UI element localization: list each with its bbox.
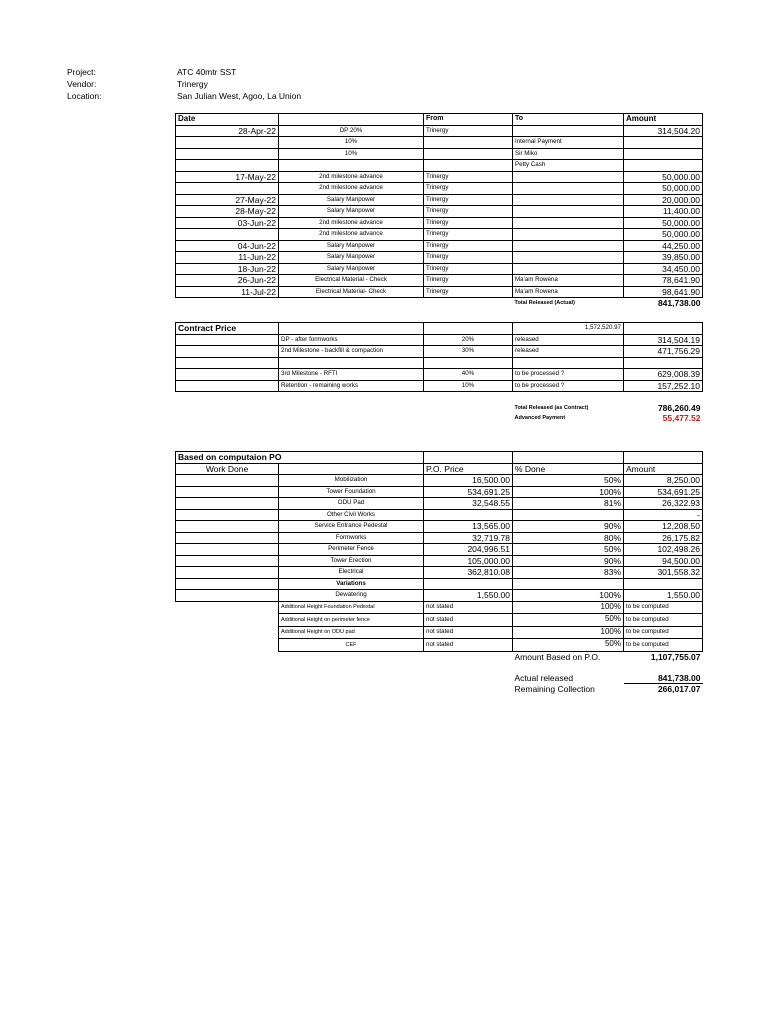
po-row xyxy=(176,590,703,602)
po-percent-done: 90% xyxy=(513,555,624,567)
work-done-header: Work Done xyxy=(176,463,279,475)
po-variation-row xyxy=(176,626,703,639)
date-header: Date xyxy=(176,114,279,126)
contract-row xyxy=(176,334,703,346)
po-percent-done: 50% xyxy=(513,544,624,556)
payment-description xyxy=(279,160,424,172)
actual-released-row xyxy=(176,673,703,684)
blank-cell xyxy=(624,392,703,403)
payment-date: 03-Jun-22 xyxy=(176,217,279,229)
contract-title: Contract Price xyxy=(176,323,279,335)
po-percent-done: 80% xyxy=(513,532,624,544)
po-amount: 12,208.50 xyxy=(624,521,703,533)
payment-to: Ma'am Rowena xyxy=(513,286,624,298)
blank-cell xyxy=(176,651,279,662)
blank-cell xyxy=(176,475,279,487)
po-amount-total-row xyxy=(176,651,703,662)
total-released-actual-value: 841,738.00 xyxy=(657,298,701,308)
payment-description: DP 20% xyxy=(279,125,424,137)
payment-date xyxy=(176,229,279,241)
po-price: 204,996.51 xyxy=(424,544,513,556)
blank-cell xyxy=(176,662,279,673)
blank-cell xyxy=(176,567,279,579)
payment-to: Ma'am Rowena xyxy=(513,275,624,287)
po-amount: 26,322.93 xyxy=(624,498,703,510)
payment-description: Salary Manpower xyxy=(279,240,424,252)
remaining-collection-label: Remaining Collection xyxy=(514,683,595,694)
blank-cell xyxy=(176,590,279,602)
po-variation-price: not stated xyxy=(424,601,513,614)
po-price: 105,000.00 xyxy=(424,555,513,567)
po-work-item: Tower Erection xyxy=(279,555,424,567)
po-work-item: Electrical xyxy=(279,567,424,579)
payment-date: 11-Jul-22 xyxy=(176,286,279,298)
po-title: Based on computaion PO xyxy=(176,452,424,464)
payment-row xyxy=(176,137,703,149)
payment-amount xyxy=(624,160,703,172)
po-cell xyxy=(624,452,703,464)
contract-header-row xyxy=(176,323,703,335)
blank-cell xyxy=(424,662,513,673)
payment-from: Trinergy xyxy=(424,263,513,275)
payment-amount: 50,000.00 xyxy=(624,217,703,229)
payment-description: 2nd milestone advance xyxy=(279,217,424,229)
payment-date: 11-Jun-22 xyxy=(176,252,279,264)
payment-from: Trinergy xyxy=(424,217,513,229)
po-work-item: Service Entrance Pedestal xyxy=(279,521,424,533)
payment-amount: 98,641.90 xyxy=(624,286,703,298)
contract-value: 1,572,520.97 xyxy=(513,323,624,335)
contract-status: to be processed ? xyxy=(513,380,624,392)
payment-row xyxy=(176,263,703,275)
payment-row xyxy=(176,194,703,206)
payment-description: Salary Manpower xyxy=(279,252,424,264)
po-variation-amount: to be computed xyxy=(624,601,703,614)
blank-cell xyxy=(424,357,513,369)
payment-row xyxy=(176,183,703,195)
payment-description: Salary Manpower xyxy=(279,263,424,275)
po-title-row xyxy=(176,452,703,464)
payment-row xyxy=(176,229,703,241)
payment-to xyxy=(513,206,624,218)
vendor-row xyxy=(67,78,301,90)
payment-from: Trinergy xyxy=(424,286,513,298)
contract-amount: 314,504.19 xyxy=(624,334,703,346)
contract-cell xyxy=(624,323,703,335)
payment-date: 04-Jun-22 xyxy=(176,240,279,252)
po-percent-done: 90% xyxy=(513,521,624,533)
po-row xyxy=(176,555,703,567)
po-percent-done: 81% xyxy=(513,498,624,510)
po-percent-done xyxy=(513,509,624,521)
payment-to: Sir Miko xyxy=(513,148,624,160)
blank-cell xyxy=(279,392,424,403)
blank-cell xyxy=(176,521,279,533)
po-work-item: ODU Pad xyxy=(279,498,424,510)
contract-status: to be processed ? xyxy=(513,369,624,381)
po-row xyxy=(176,475,703,487)
blank-cell xyxy=(176,369,279,381)
payment-description: 2nd milestone advance xyxy=(279,171,424,183)
contract-row xyxy=(176,346,703,358)
blank-cell xyxy=(176,626,279,639)
payment-amount xyxy=(624,137,703,149)
payment-to xyxy=(513,125,624,137)
po-variation-item: Additional Height Foundation Pedestal xyxy=(279,601,424,614)
blank-cell xyxy=(279,298,424,309)
po-gap-row xyxy=(176,662,703,673)
project-value: ATC 40mtr SST xyxy=(177,67,237,77)
po-cell xyxy=(513,452,624,464)
payment-row xyxy=(176,206,703,218)
blank-cell xyxy=(176,673,279,684)
po-amount: 1,550.00 xyxy=(624,590,703,602)
payment-amount: 50,000.00 xyxy=(624,183,703,195)
payment-date: 26-Jun-22 xyxy=(176,275,279,287)
payment-from: Trinergy xyxy=(424,252,513,264)
blank-cell xyxy=(176,555,279,567)
blank-cell xyxy=(176,544,279,556)
actual-released-value: 841,738.00 xyxy=(624,673,703,684)
contract-gap-row xyxy=(176,392,703,403)
contract-status: released xyxy=(513,346,624,358)
po-percent-done xyxy=(513,578,624,590)
payment-amount: 44,250.00 xyxy=(624,240,703,252)
po-variation-pct-cell xyxy=(513,626,624,639)
total-released-actual-label: Total Released (Actual) xyxy=(514,300,575,306)
payment-row xyxy=(176,148,703,160)
payment-to xyxy=(513,263,624,275)
blank-cell xyxy=(176,298,279,309)
po-variation-row xyxy=(176,614,703,627)
payment-to xyxy=(513,229,624,241)
payment-date: 17-May-22 xyxy=(176,171,279,183)
total-released-contract-label: Total Released (as Contract) xyxy=(514,404,589,411)
project-header xyxy=(67,66,301,102)
po-work-item: Formworks xyxy=(279,532,424,544)
blank-cell xyxy=(424,413,513,424)
payment-amount: 50,000.00 xyxy=(624,229,703,241)
payment-date: 18-Jun-22 xyxy=(176,263,279,275)
po-variation-amount: to be computed xyxy=(624,639,703,652)
project-row xyxy=(67,66,301,78)
amount-header: Amount xyxy=(624,114,703,126)
payment-row xyxy=(176,252,703,264)
blank-cell xyxy=(176,498,279,510)
payment-description: Salary Manpower xyxy=(279,194,424,206)
po-amount: 534,691.25 xyxy=(624,486,703,498)
blank-cell xyxy=(424,684,513,695)
blank-cell xyxy=(624,357,703,369)
payment-description: 2nd milestone advance xyxy=(279,229,424,241)
payment-amount: 39,850.00 xyxy=(624,252,703,264)
po-percent-done: 83% xyxy=(513,567,624,579)
to-header: To xyxy=(513,114,624,126)
blank-cell xyxy=(279,662,424,673)
payment-from xyxy=(424,160,513,172)
pct-done-header: % Done xyxy=(513,463,624,475)
blank-cell xyxy=(176,334,279,346)
blank-cell xyxy=(424,651,513,662)
blank-cell xyxy=(424,392,513,403)
payment-to xyxy=(513,252,624,264)
blank-cell xyxy=(279,357,424,369)
blank-cell xyxy=(279,673,424,684)
blank-cell xyxy=(176,639,279,652)
payment-from: Trinergy xyxy=(424,206,513,218)
po-amount: 102,498.26 xyxy=(624,544,703,556)
po-price: 362,810.08 xyxy=(424,567,513,579)
po-price-header: P.O. Price xyxy=(424,463,513,475)
blank-cell xyxy=(513,662,624,673)
payment-from: Trinergy xyxy=(424,194,513,206)
po-row xyxy=(176,544,703,556)
blank-cell xyxy=(513,357,624,369)
po-variation-item: Additional Height on ODU pad xyxy=(279,626,424,639)
location-label: Location: xyxy=(67,91,102,101)
advanced-payment-label: Advanced Payment xyxy=(514,415,566,421)
po-row xyxy=(176,498,703,510)
po-amount xyxy=(624,578,703,590)
po-amount: 301,558.32 xyxy=(624,567,703,579)
actual-released-label: Actual released xyxy=(514,672,574,683)
po-variation-price: not stated xyxy=(424,614,513,627)
contract-spacer-row xyxy=(176,357,703,369)
po-variation-pct-cell xyxy=(513,639,624,652)
payment-row xyxy=(176,125,703,137)
payment-amount xyxy=(624,148,703,160)
advanced-payment-row xyxy=(176,413,703,424)
amount-based-po-value: 1,107,755.07 xyxy=(650,651,701,662)
po-price: 13,565.00 xyxy=(424,521,513,533)
project-label: Project: xyxy=(67,67,96,77)
vendor-label: Vendor: xyxy=(67,79,97,89)
po-header-row xyxy=(176,463,703,475)
payment-to xyxy=(513,217,624,229)
payment-amount: 314,504.20 xyxy=(624,125,703,137)
po-work-item: Tower Foundation xyxy=(279,486,424,498)
contract-cell xyxy=(424,323,513,335)
blank-cell xyxy=(176,380,279,392)
contract-cell xyxy=(279,323,424,335)
po-row xyxy=(176,567,703,579)
po-amount: 94,500.00 xyxy=(624,555,703,567)
payment-from: Trinergy xyxy=(424,275,513,287)
blank-cell xyxy=(176,509,279,521)
payment-from: Trinergy xyxy=(424,183,513,195)
contract-percent: 40% xyxy=(424,369,513,381)
po-price: 1,550.00 xyxy=(424,590,513,602)
po-price: 534,691.25 xyxy=(424,486,513,498)
blank-cell xyxy=(424,673,513,684)
payments-table xyxy=(175,113,703,309)
po-price xyxy=(424,578,513,590)
payment-to xyxy=(513,171,624,183)
from-header: From xyxy=(424,114,513,126)
desc-header xyxy=(279,114,424,126)
payments-header-row xyxy=(176,114,703,126)
po-percent-done: 100% xyxy=(513,486,624,498)
po-row xyxy=(176,521,703,533)
contract-row xyxy=(176,380,703,392)
blank-cell xyxy=(279,651,424,662)
remaining-collection-row xyxy=(176,684,703,695)
total-released-contract-value: 786,260.49 xyxy=(657,402,701,413)
po-amount-header: Amount xyxy=(624,463,703,475)
po-variation-row xyxy=(176,601,703,614)
payment-description: 2nd milestone advance xyxy=(279,183,424,195)
po-variation-percent: 50% xyxy=(604,614,621,623)
blank-cell xyxy=(176,684,279,695)
blank-cell xyxy=(176,578,279,590)
payment-date xyxy=(176,183,279,195)
payment-row xyxy=(176,171,703,183)
po-percent-done: 50% xyxy=(513,475,624,487)
po-table xyxy=(175,451,703,695)
payment-row xyxy=(176,217,703,229)
po-percent-done: 100% xyxy=(513,590,624,602)
payment-from xyxy=(424,148,513,160)
po-row xyxy=(176,486,703,498)
po-variation-row xyxy=(176,639,703,652)
payment-description: Electrical Material- Check xyxy=(279,286,424,298)
po-cell xyxy=(424,452,513,464)
payments-total-row xyxy=(176,298,703,309)
po-cell xyxy=(279,463,424,475)
po-amount: 26,175.82 xyxy=(624,532,703,544)
po-price: 32,548.55 xyxy=(424,498,513,510)
blank-cell xyxy=(624,662,703,673)
payment-amount: 11,400.00 xyxy=(624,206,703,218)
payment-amount: 78,641.90 xyxy=(624,275,703,287)
contract-amount: 471,756.29 xyxy=(624,346,703,358)
po-work-item: Mobilization xyxy=(279,475,424,487)
po-variation-price: not stated xyxy=(424,639,513,652)
contract-amount: 629,008.39 xyxy=(624,369,703,381)
contract-status: released xyxy=(513,334,624,346)
contract-table xyxy=(175,322,703,424)
blank-cell xyxy=(279,413,424,424)
po-variation-price: not stated xyxy=(424,626,513,639)
contract-description: Retention - remaining works xyxy=(279,380,424,392)
po-price: 32,719.78 xyxy=(424,532,513,544)
payment-description: 10% xyxy=(279,148,424,160)
blank-cell xyxy=(176,346,279,358)
po-variation-item: CEF xyxy=(279,639,424,652)
contract-percent: 10% xyxy=(424,380,513,392)
location-row xyxy=(67,90,301,102)
payment-to: Internal Payment xyxy=(513,137,624,149)
po-work-item: Other Civil Works xyxy=(279,509,424,521)
po-work-item: Dewatering xyxy=(279,590,424,602)
blank-cell xyxy=(279,684,424,695)
payment-date xyxy=(176,160,279,172)
payment-date xyxy=(176,148,279,160)
po-amount: - xyxy=(624,509,703,521)
payment-date: 27-May-22 xyxy=(176,194,279,206)
po-variation-percent: 50% xyxy=(604,639,621,648)
advanced-payment-value: 55,477.52 xyxy=(662,413,701,423)
po-variation-percent: 100% xyxy=(600,601,621,611)
payment-date: 28-Apr-22 xyxy=(176,125,279,137)
remaining-collection-value: 266,017.07 xyxy=(657,684,701,694)
blank-cell xyxy=(176,614,279,627)
payment-date xyxy=(176,137,279,149)
blank-cell xyxy=(424,298,513,309)
payment-description: Electrical Material - Check xyxy=(279,275,424,287)
payment-amount: 50,000.00 xyxy=(624,171,703,183)
payment-date: 28-May-22 xyxy=(176,206,279,218)
po-row xyxy=(176,532,703,544)
po-variation-amount: to be computed xyxy=(624,626,703,639)
contract-total-row xyxy=(176,403,703,414)
payment-description: 10% xyxy=(279,137,424,149)
po-amount: 8,250.00 xyxy=(624,475,703,487)
payment-from: Trinergy xyxy=(424,125,513,137)
contract-percent: 20% xyxy=(424,334,513,346)
payment-row xyxy=(176,275,703,287)
blank-cell xyxy=(176,357,279,369)
contract-description: 3rd Milestone - RFTI xyxy=(279,369,424,381)
blank-cell xyxy=(176,486,279,498)
payment-from: Trinergy xyxy=(424,240,513,252)
payment-description: Salary Manpower xyxy=(279,206,424,218)
po-variation-percent: 100% xyxy=(600,626,621,636)
blank-cell xyxy=(176,532,279,544)
vendor-value: Trinergy xyxy=(177,79,208,89)
amount-based-po-label: Amount Based on P.O. xyxy=(514,651,601,662)
contract-description: DP - after formworks xyxy=(279,334,424,346)
payment-amount: 20,000.00 xyxy=(624,194,703,206)
payment-to xyxy=(513,183,624,195)
location-value: San Julian West, Agoo, La Union xyxy=(177,91,302,101)
blank-cell xyxy=(424,403,513,414)
payment-to xyxy=(513,194,624,206)
blank-cell xyxy=(176,413,279,424)
payment-amount: 34,450.00 xyxy=(624,263,703,275)
po-price xyxy=(424,509,513,521)
blank-cell xyxy=(279,403,424,414)
payment-from xyxy=(424,137,513,149)
po-row xyxy=(176,509,703,521)
payment-from: Trinergy xyxy=(424,171,513,183)
po-work-item: Perimeter Fence xyxy=(279,544,424,556)
payment-row xyxy=(176,286,703,298)
payment-to: Petty Cash xyxy=(513,160,624,172)
po-variation-item: Additional Height on perimeter fence xyxy=(279,614,424,627)
blank-cell xyxy=(513,392,624,403)
payment-to xyxy=(513,240,624,252)
contract-description: 2nd Milestone - backfill & compaction xyxy=(279,346,424,358)
contract-row xyxy=(176,369,703,381)
payment-row xyxy=(176,160,703,172)
blank-cell xyxy=(176,403,279,414)
contract-percent: 30% xyxy=(424,346,513,358)
payment-from: Trinergy xyxy=(424,229,513,241)
po-variation-pct-cell xyxy=(513,601,624,614)
blank-cell xyxy=(176,601,279,614)
po-price: 16,500.00 xyxy=(424,475,513,487)
po-row xyxy=(176,578,703,590)
blank-cell xyxy=(176,392,279,403)
po-variation-amount: to be computed xyxy=(624,614,703,627)
payment-row xyxy=(176,240,703,252)
po-work-item: Variations xyxy=(279,578,424,590)
contract-amount: 157,252.10 xyxy=(624,380,703,392)
po-variation-pct-cell xyxy=(513,614,624,627)
